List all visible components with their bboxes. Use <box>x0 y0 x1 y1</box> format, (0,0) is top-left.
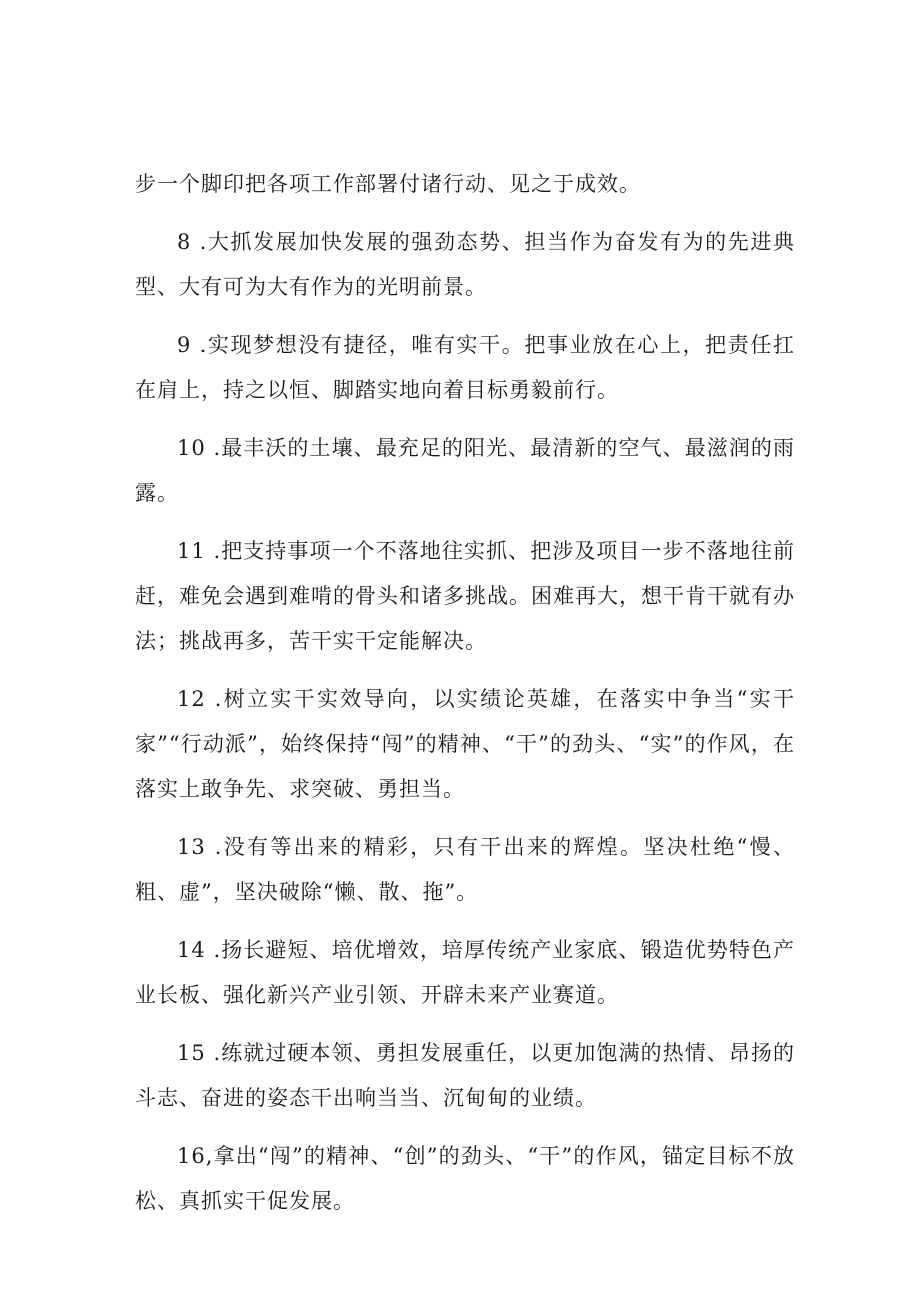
paragraph-item-14: 14 .扬长避短、培优增效，培厚传统产业家底、锻造优势特色产业长板、强化新兴产业引领、开辟未来产业赛道。 <box>135 938 795 1007</box>
paragraph-item-15: 15 .练就过硬本领、勇担发展重任，以更加饱满的热情、昂扬的斗志、奋进的姿态干出响当当、沉甸甸的业绩。 <box>135 1041 795 1110</box>
paragraph-item-13: 13 .没有等出来的精彩，只有干出来的辉煌。坚决杜绝“慢、粗、虚”，坚决破除“懒、散、拖”。 <box>135 835 795 904</box>
paragraph-continuation: 步一个脚印把各项工作部署付诸行动、见之于成效。 <box>135 172 641 196</box>
paragraph-item-9: 9 .实现梦想没有捷径，唯有实干。把事业放在心上，把责任扛在肩上，持之以恒、脚踏实地向着目标勇毅前行。 <box>135 333 795 402</box>
paragraph-item-16: 16,拿出“闯”的精神、“创”的劲头、“干”的作风，锚定目标不放松、真抓实干促发展。 <box>135 1144 795 1213</box>
paragraph-item-12: 12 .树立实干实效导向，以实绩论英雄，在落实中争当“实干家”“行动派”，始终保持“闯”的精神、“干”的劲头、“实”的作风，在落实上敢争先、求突破、勇担当。 <box>135 687 795 801</box>
paragraph-item-8: 8 .大抓发展加快发展的强劲态势、担当作为奋发有为的先进典型、大有可为大有作为的光明前景。 <box>135 230 795 299</box>
paragraph-item-11: 11 .把支持事项一个不落地往实抓、把涉及项目一步不落地往前赶，难免会遇到难啃的骨头和诸多挑战。困难再大，想干肯干就有办法；挑战再多，苦干实干定能解决。 <box>135 539 795 653</box>
paragraph-item-10: 10 .最丰沃的土壤、最充足的阳光、最清新的空气、最滋润的雨露。 <box>135 436 795 505</box>
document-body <box>135 162 795 1237</box>
